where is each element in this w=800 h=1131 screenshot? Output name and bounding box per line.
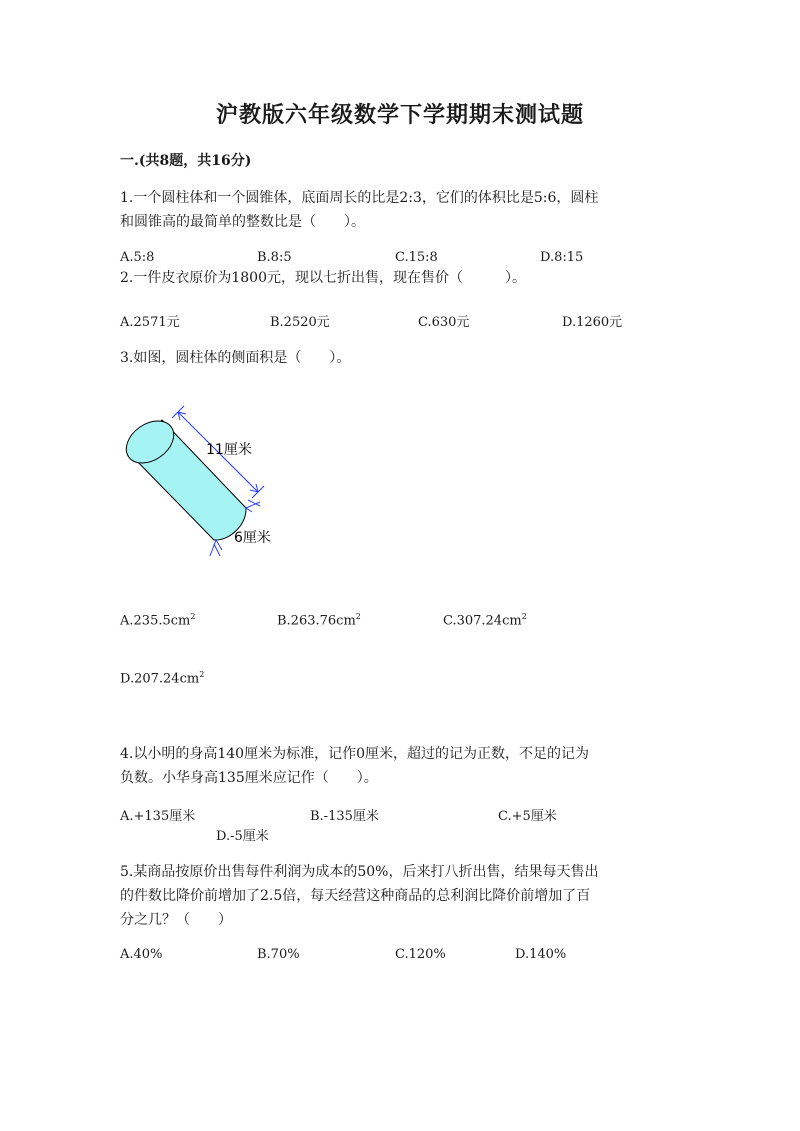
question-3-option-d: $D.207.24cm^2$ xyxy=(120,670,205,687)
question-1-option-a: A.5:8 xyxy=(120,250,155,265)
page-title: 沪教版六年级数学下学期期末测试题 xyxy=(215,102,584,128)
question-4-option-a: A.+135厘米 xyxy=(120,809,196,824)
question-4-option-c: C.+5厘米 xyxy=(498,809,557,824)
question-3-line-1: 3.如图，圆柱体的侧面积是（ ）。 xyxy=(120,350,351,366)
question-1-line-1: 1.一个圆柱体和一个圆锥体，底面周长的比是2:3，它们的体积比是5:6，圆柱 xyxy=(120,190,599,206)
question-4-option-b: B.-135厘米 xyxy=(310,809,379,824)
question-1-option-d: D.8:15 xyxy=(540,250,584,265)
question-2-option-c: C.630元 xyxy=(418,315,470,330)
question-3-option-c: $C.307.24cm^2$ xyxy=(443,612,527,629)
section-heading: 一.(共8题，共16分) xyxy=(120,153,252,169)
question-4-line-2: 负数。小华身高135厘米应记作（ ）。 xyxy=(120,770,378,786)
question-2-option-b: B.2520元 xyxy=(270,315,330,330)
question-1-option-b: B.8:5 xyxy=(257,250,292,265)
question-5-line-2: 的件数比降价前增加了2.5倍，每天经营这种商品的总利润比降价前增加了百 xyxy=(120,888,591,904)
question-5-option-b: B.70% xyxy=(257,947,300,962)
question-5-option-c: C.120% xyxy=(395,947,446,962)
question-5-option-d: D.140% xyxy=(515,947,567,962)
question-5-option-a: A.40% xyxy=(120,947,163,962)
question-2-option-a: A.2571元 xyxy=(120,315,180,330)
cylinder-figure xyxy=(120,404,300,564)
diameter-label: 6厘米 xyxy=(234,530,271,546)
question-1-option-c: C.15:8 xyxy=(395,250,438,265)
question-5-line-1: 5.某商品按原价出售每件利润为成本的50%，后来打八折出售，结果每天售出 xyxy=(120,864,599,880)
question-4-option-d: D.-5厘米 xyxy=(216,829,269,844)
question-3-option-b: $B.263.76cm^2$ xyxy=(277,612,361,629)
question-2-option-d: D.1260元 xyxy=(562,315,623,330)
question-2-line-1: 2.一件皮衣原价为1800元，现以七折出售，现在售价（ ）。 xyxy=(120,270,526,286)
question-5-line-3: 分之几？（ ） xyxy=(120,912,232,928)
question-4-line-1: 4.以小明的身高140厘米为标准，记作0厘米，超过的记为正数，不足的记为 xyxy=(120,746,589,762)
question-3-option-a: $A.235.5cm^2$ xyxy=(120,612,196,629)
question-1-line-2: 和圆锥高的最简单的整数比是（ ）。 xyxy=(120,214,365,230)
length-label: 11厘米 xyxy=(206,442,252,458)
